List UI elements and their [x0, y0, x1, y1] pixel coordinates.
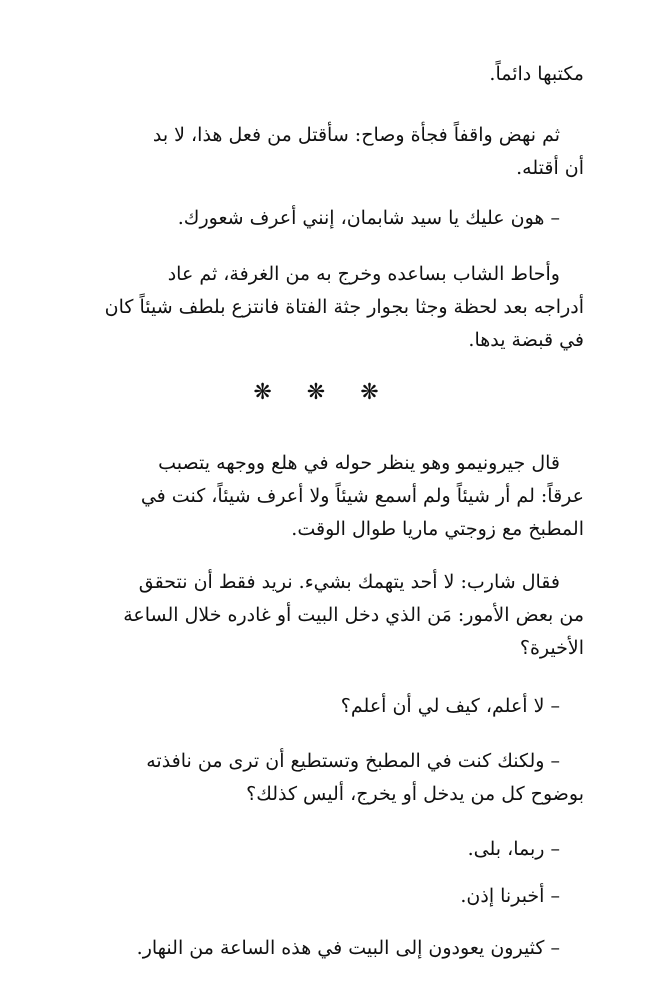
text-line: ثم نهض واقفاً فجأة وصاح: سأقتل من فعل هذا، لا بد: [152, 124, 560, 146]
paragraph-5: [62, 566, 584, 665]
book-page: [62, 0, 584, 1000]
text-line: – كثيرون يعودون إلى البيت في هذه الساعة من النهار.: [136, 937, 560, 959]
dialogue-4: [62, 833, 584, 866]
section-separator: ❋ ❋ ❋: [253, 380, 393, 405]
text-line: مكتبها دائماً.: [489, 63, 584, 85]
text-line: وأحاط الشاب بساعده وخرج به من الغرفة، ثم عاد: [167, 263, 560, 285]
text-line: أن أقتله.: [516, 157, 584, 179]
text-line: عرقاً: لم أر شيئاً ولم أسمع شيئاً ولا أعرف شيئاً، كنت في: [140, 485, 584, 507]
dialogue-3: [62, 745, 584, 811]
text-line: – ولكنك كنت في المطبخ وتستطيع أن ترى من نافذته: [146, 750, 560, 772]
dialogue-2: [62, 690, 584, 723]
text-line: بوضوح كل من يدخل أو يخرج، أليس كذلك؟: [246, 783, 584, 805]
paragraph-1: [62, 58, 584, 91]
text-line: من بعض الأمور: مَن الذي دخل البيت أو غادره خلال الساعة: [123, 604, 584, 626]
paragraph-4: [62, 447, 584, 546]
text-line: فقال شارب: لا أحد يتهمك بشيء. نريد فقط أن نتحقق: [138, 571, 560, 593]
text-line: – هون عليك يا سيد شابمان، إنني أعرف شعورك.: [177, 207, 560, 229]
dialogue-5: [62, 880, 584, 913]
text-line: – لا أعلم، كيف لي أن أعلم؟: [340, 695, 560, 717]
dialogue-1: [62, 202, 584, 235]
text-line: – أخبرنا إذن.: [460, 885, 560, 907]
text-line: الأخيرة؟: [519, 637, 584, 659]
text-line: المطبخ مع زوجتي ماريا طوال الوقت.: [291, 518, 584, 540]
text-line: في قبضة يدها.: [468, 329, 584, 351]
dialogue-6: [62, 932, 584, 965]
text-line: قال جيرونيمو وهو ينظر حوله في هلع ووجهه يتصبب: [158, 452, 560, 474]
paragraph-3: [62, 258, 584, 357]
paragraph-2: [62, 119, 584, 185]
text-line: أدراجه بعد لحظة وجثا بجوار جثة الفتاة فانتزع بلطف شيئاً كان: [104, 296, 584, 318]
text-line: – ربما، بلى.: [467, 838, 560, 860]
